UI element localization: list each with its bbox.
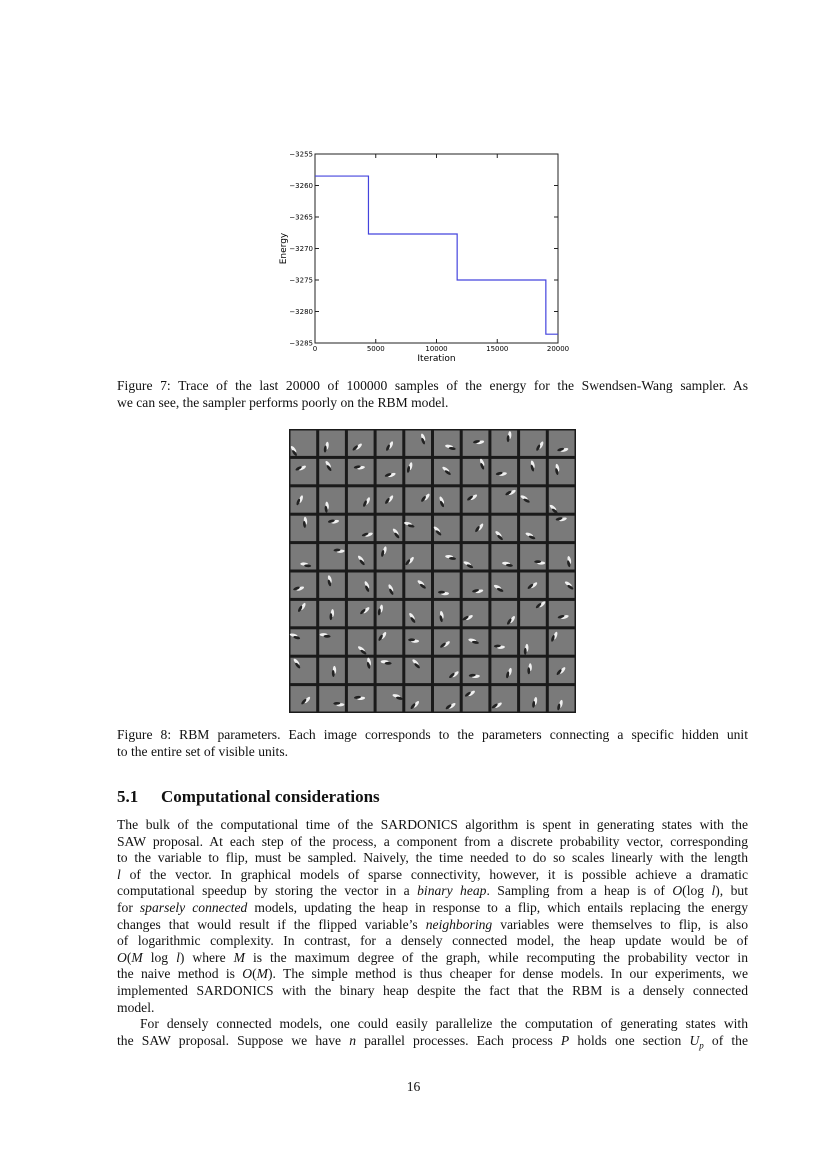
filter-tile	[291, 487, 317, 512]
filter-tile	[549, 686, 575, 711]
filter-tile	[549, 459, 575, 484]
filter-tile	[319, 686, 345, 711]
caption-line: Figure 7: Trace of the last 20000 of 100000 samples of the energy for the Swendsen-Wang sampler. As	[117, 378, 748, 393]
section-title: Computational considerations	[161, 787, 380, 806]
plot-frame	[315, 154, 558, 343]
rbm-parameters-figure	[289, 429, 576, 713]
body-line	[117, 966, 748, 982]
filter-tile	[348, 573, 374, 598]
text-segment: log	[142, 949, 177, 965]
text-segment: parallel processes. Each process	[355, 1032, 561, 1048]
text-segment: holds one section	[569, 1032, 690, 1048]
filter-tile	[319, 629, 345, 654]
filter-tile	[463, 544, 489, 569]
y-tick-label: −3265	[289, 213, 313, 222]
text-segment: O	[117, 949, 127, 965]
text-segment: n	[349, 1032, 356, 1048]
text-segment: neighboring	[425, 916, 493, 932]
y-axis-label: Energy	[279, 232, 289, 265]
filter-tile	[491, 601, 517, 626]
filter-tile	[319, 573, 345, 598]
text-segment: ) where	[179, 949, 234, 965]
text-segment: variables were themselves to flip, is also	[492, 916, 749, 932]
filter-tile	[463, 516, 489, 541]
body-line	[117, 1000, 748, 1016]
filter-tile	[491, 658, 517, 683]
text-segment: l	[176, 949, 180, 965]
filter-tile	[549, 629, 575, 654]
y-tick-label: −3280	[289, 308, 313, 316]
filter-tile	[405, 686, 431, 711]
body-line	[140, 1016, 748, 1032]
filter-tile	[463, 686, 489, 711]
body-line	[117, 867, 748, 883]
body-line	[117, 850, 748, 866]
y-tick-label: −3255	[289, 150, 313, 159]
text-segment: O	[242, 966, 253, 982]
filter-tile	[549, 544, 575, 569]
filter-tile	[405, 431, 431, 456]
text-segment: (	[252, 966, 257, 982]
text-segment: the naive method is	[117, 966, 243, 982]
text-segment: computational speedup by storing the vector in a	[117, 883, 418, 899]
text-segment: sparsely connected	[139, 900, 248, 915]
body-line	[117, 933, 748, 949]
filter-tile	[405, 573, 431, 598]
text-segment: The bulk of the computational time of the SARDONICS algorithm is spent in generating states with the	[117, 817, 748, 832]
filter-tile	[377, 459, 403, 484]
filter-tile	[463, 573, 489, 598]
filter-tile	[319, 459, 345, 484]
energy-series-line	[315, 176, 558, 334]
energy-trace-chart	[270, 145, 570, 365]
text-segment: (log	[682, 883, 712, 899]
page-number: 16	[406, 1079, 421, 1094]
filter-tile	[348, 459, 374, 484]
x-tick-label: 0	[312, 345, 318, 353]
filter-tile	[291, 573, 317, 598]
filter-tile	[549, 601, 575, 626]
filter-tile	[319, 544, 345, 569]
filter-tile	[491, 431, 517, 456]
section-heading	[117, 787, 380, 807]
x-tick-label: 20000	[546, 345, 570, 353]
text-segment: ). The simple method is thus cheaper for dense models. In our experiments, we	[267, 966, 748, 982]
text-segment: M	[233, 949, 245, 965]
body-line	[117, 950, 748, 966]
text-segment: changes that would result if the flipped variable’s	[117, 916, 426, 932]
y-tick-label: −3275	[289, 276, 313, 285]
text-segment: M	[131, 949, 143, 965]
filter-tile	[520, 686, 546, 711]
filter-tile	[291, 516, 317, 541]
text-segment: model.	[117, 999, 155, 1015]
filter-tile	[491, 544, 517, 569]
text-segment: models, updating the heap in response to a flip, which entails replacing the energy	[247, 900, 749, 915]
text-segment: of logarithmic complexity. In contrast, for a densely connected model, the heap update would be of	[117, 933, 748, 949]
body-line	[117, 917, 748, 933]
text-segment: of the	[703, 1032, 748, 1048]
text-segment: the SAW proposal. Suppose we have	[117, 1032, 350, 1048]
y-tick-label: −3285	[289, 339, 313, 348]
filter-tile	[319, 487, 345, 512]
filter-tile	[348, 516, 374, 541]
x-tick-label: 5000	[366, 345, 385, 353]
filter-tile	[491, 629, 517, 654]
text-segment: for	[117, 900, 140, 915]
filter-tile	[405, 601, 431, 626]
text-segment: l	[711, 883, 716, 899]
body-line	[117, 883, 748, 899]
text-segment: binary heap	[417, 883, 487, 899]
body-line	[117, 1033, 748, 1054]
text-segment: For densely connected models, one could easily parallelize the computation of generating states with	[140, 1016, 748, 1032]
filter-tile	[434, 601, 460, 626]
filter-tile	[291, 544, 317, 569]
text-segment: p	[699, 1040, 704, 1051]
filter-tile	[520, 658, 546, 683]
filter-tile	[319, 431, 345, 456]
filter-tile	[377, 629, 403, 654]
text-segment: is the maximum degree of the graph, while recomputing the probability vector in	[244, 949, 748, 965]
filter-tile	[491, 686, 517, 711]
filter-tile	[405, 516, 431, 541]
filter-tile	[291, 629, 317, 654]
body-line	[117, 983, 748, 999]
filter-tile	[405, 487, 431, 512]
text-segment: (	[126, 949, 132, 965]
text-segment: of the vector. In graphical models of sparse connectivity, however, it is possible achieve a dramatic	[120, 866, 748, 882]
text-segment: implemented SARDONICS with the binary heap despite the fact that the RBM is a densely connected	[117, 983, 748, 998]
text-segment: to the variable to flip, must be sampled. Naively, the time needed to do so scales linearly with the length	[117, 850, 748, 866]
x-tick-label: 10000	[425, 345, 448, 353]
filter-tile	[463, 601, 489, 626]
y-tick-label: −3260	[289, 182, 313, 190]
filter-tile	[405, 544, 431, 569]
filter-tile	[405, 658, 431, 683]
filter-tile	[434, 431, 460, 456]
x-axis-label: Iteration	[417, 354, 456, 364]
text-segment: O	[672, 883, 683, 899]
x-tick-label: 15000	[486, 345, 509, 353]
section-number: 5.1	[117, 787, 139, 806]
caption-line: to the entire set of visible units.	[117, 743, 289, 759]
body-line	[117, 817, 748, 833]
text-segment: . Sampling from a heap is of	[486, 883, 673, 899]
filter-tile	[377, 544, 403, 569]
filter-tile	[491, 459, 517, 484]
filter-tile	[348, 431, 374, 456]
text-segment: M	[256, 966, 268, 982]
filter-tile	[291, 459, 317, 484]
text-segment: SAW proposal. At each step of the process, a component from a discrete probability vector, corresponding	[117, 833, 748, 849]
filter-tile	[434, 658, 460, 683]
filter-tile	[434, 487, 460, 512]
body-line	[117, 900, 748, 916]
y-tick-label: −3270	[289, 245, 313, 253]
body-line	[117, 834, 748, 850]
filter-tile	[319, 658, 345, 683]
caption-line: Figure 8: RBM parameters. Each image corresponds to the parameters connecting a specific hidden unit	[117, 727, 748, 742]
filter-tile	[491, 516, 517, 541]
filter-tile	[377, 658, 403, 683]
filter-tile	[319, 516, 345, 541]
filter-tile	[520, 544, 546, 569]
filter-tile	[377, 601, 403, 626]
caption-line: we can see, the sampler performs poorly on the RBM model.	[117, 394, 449, 410]
filter-tile	[463, 658, 489, 683]
text-segment: U	[689, 1032, 700, 1048]
text-segment: ), but	[715, 883, 748, 899]
filter-tile	[291, 686, 317, 711]
filter-tile	[549, 431, 575, 456]
filter-tile	[377, 431, 403, 456]
text-segment: P	[560, 1032, 570, 1048]
text-segment: l	[117, 866, 121, 882]
filter-tile	[463, 459, 489, 484]
filter-tile	[463, 487, 489, 512]
